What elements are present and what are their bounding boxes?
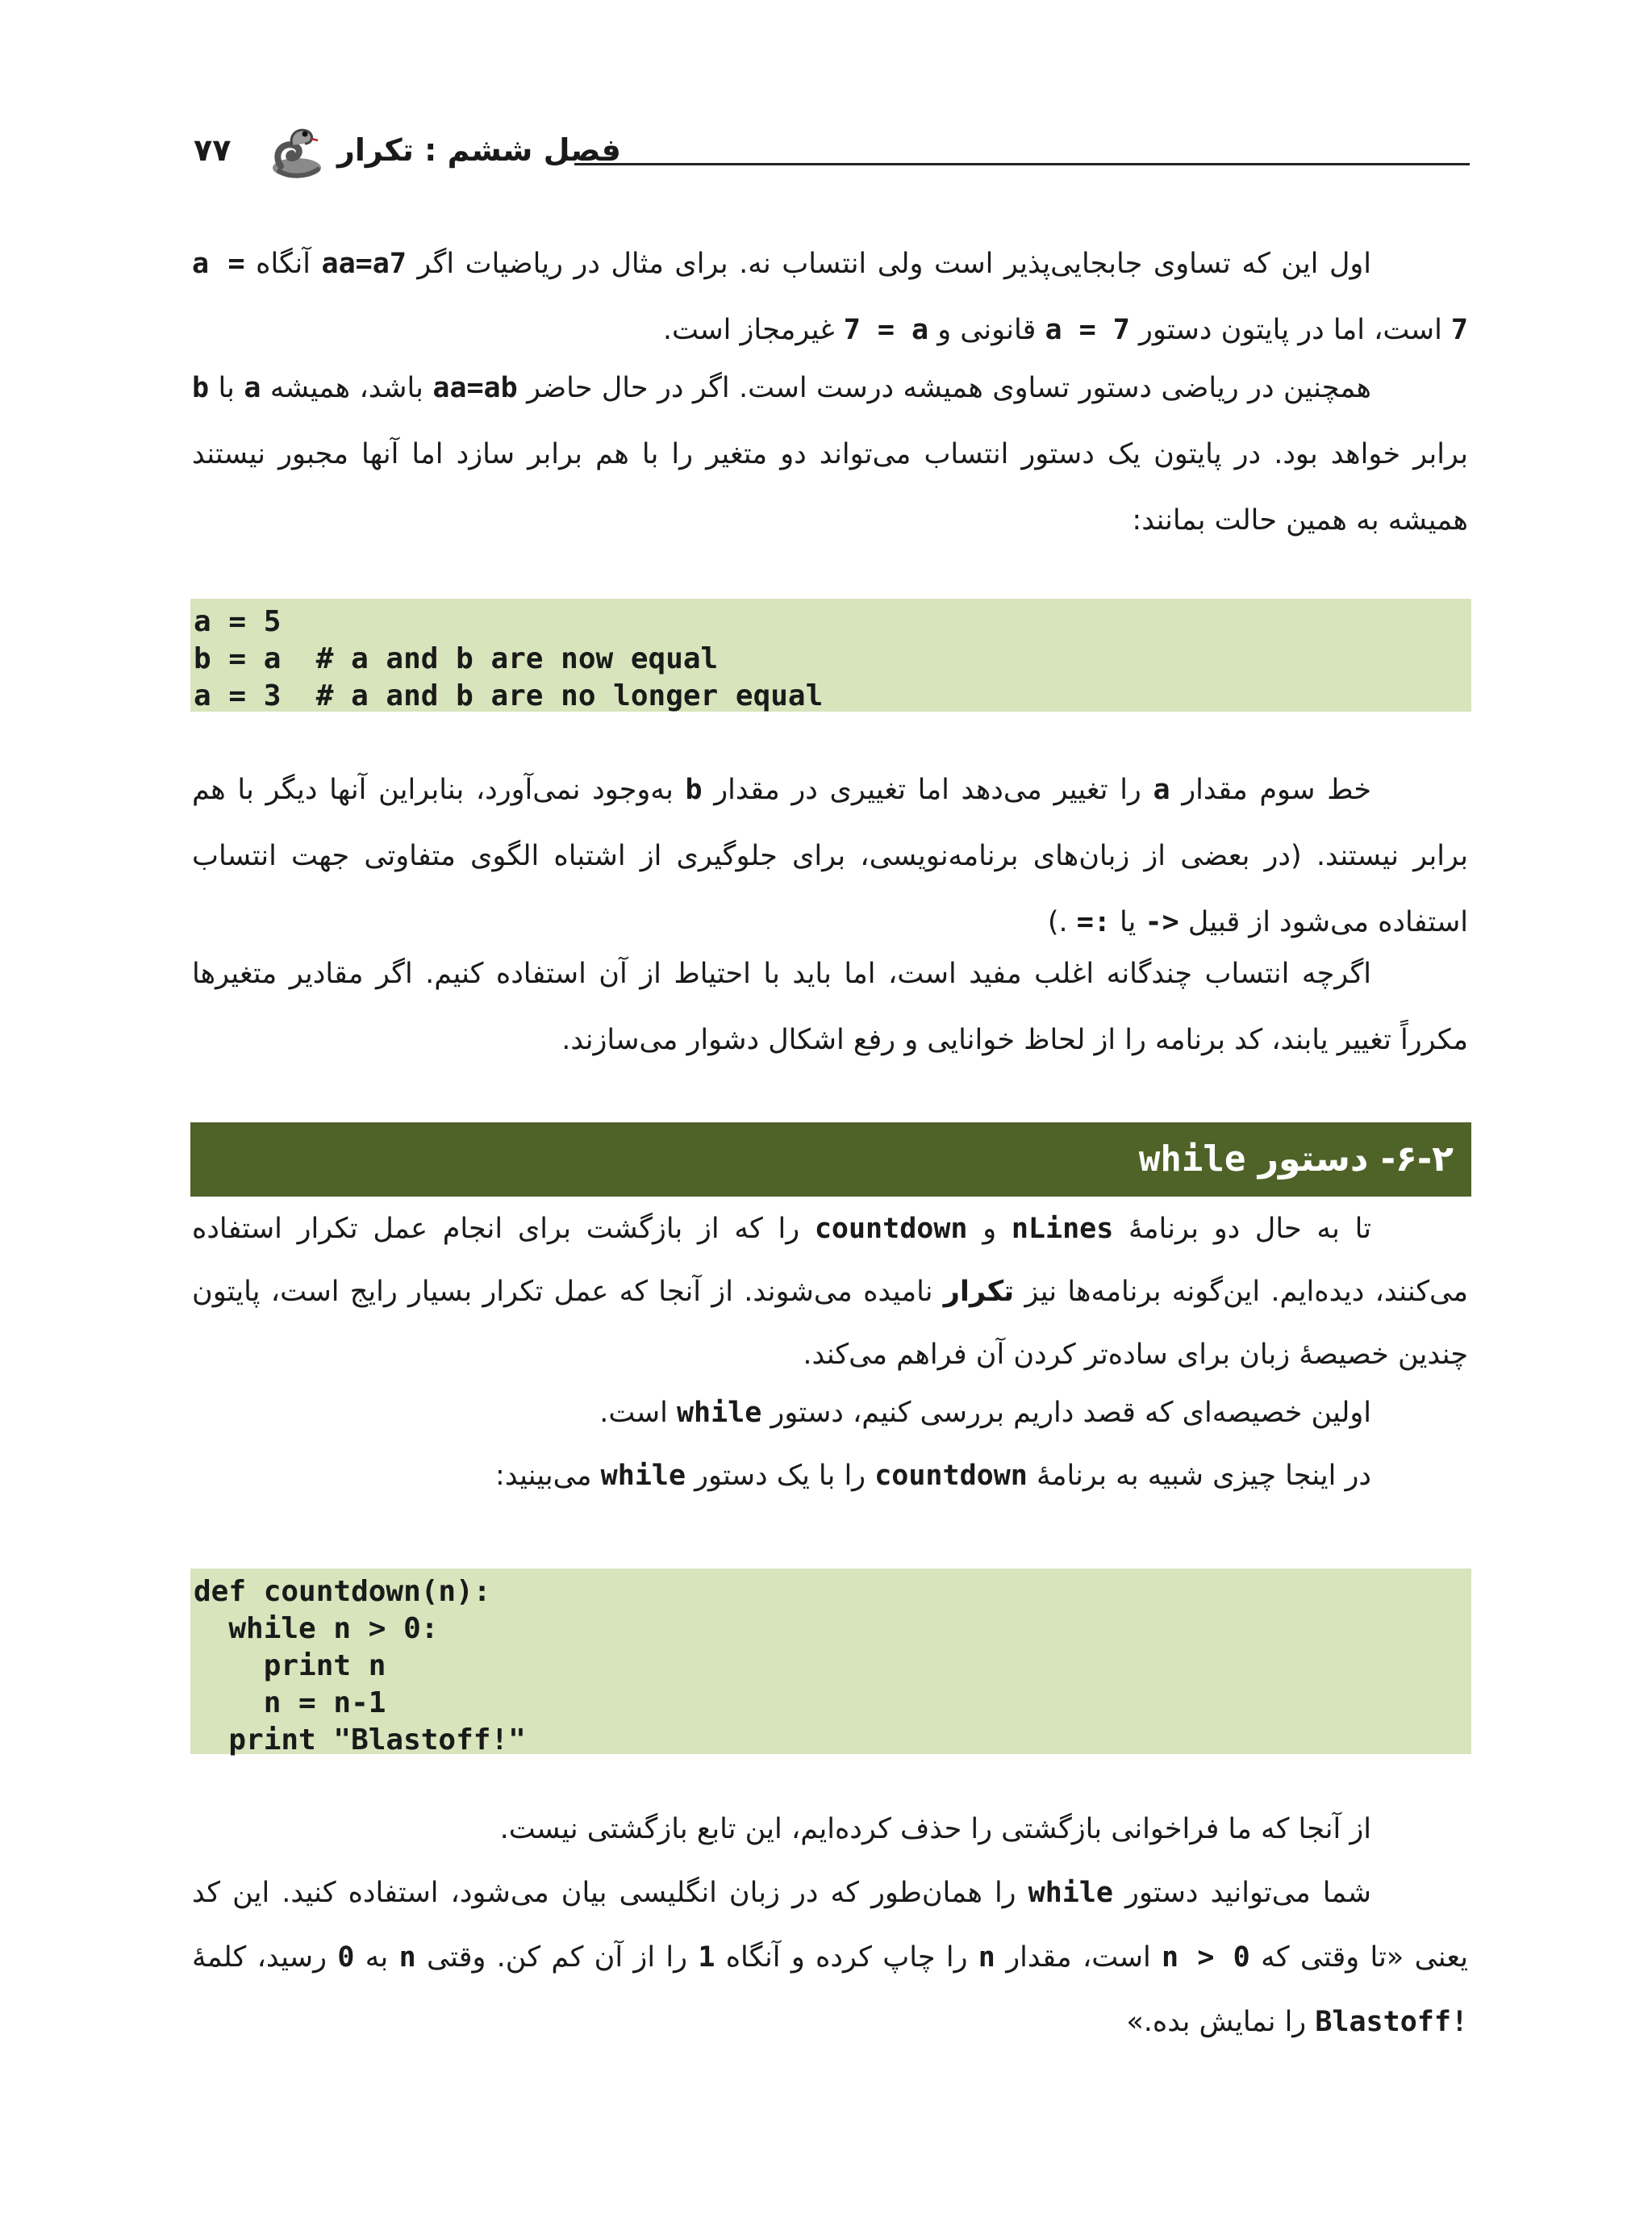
text-span: برابر خواهد بود. در پایتون یک دستور انتساب می‌تواند دو متغیر را با هم برابر سازد اما آنها مجبور نیستند همیشه به همین حالت بمانند:: [192, 438, 1468, 537]
running-header: [187, 121, 1470, 186]
code-line: b = a # a and b are now equal: [194, 642, 719, 675]
text-span: را تغییر می‌دهد اما تغییری در مقدار: [702, 774, 1153, 806]
code-line: n = n-1: [194, 1686, 386, 1719]
paragraph-9: [192, 1861, 1468, 2054]
text-span: تا به حال دو برنامهٔ: [1113, 1213, 1372, 1245]
text-span: غیرمجاز است.: [662, 314, 844, 346]
text-span: رسید، کلمهٔ: [192, 1941, 338, 1974]
inline-code: nLines: [1011, 1213, 1114, 1245]
code-line: a = 5: [194, 605, 282, 638]
paragraph-8: [192, 1798, 1468, 1861]
text-span: در اینجا چیزی شبیه به برنامهٔ: [1027, 1460, 1371, 1492]
text-span: به: [354, 1941, 399, 1974]
inline-code: b: [192, 372, 210, 404]
text-span: را همان‌طور که در زبان انگلیسی بیان می‌شود، استفاده کنید. این کد یعنی «تا وقتی که: [192, 1877, 1468, 1974]
text-span: با: [209, 372, 244, 404]
inline-code: aa=ab: [432, 372, 518, 404]
text-span: نامیده می‌شوند. از آنجا که عمل تکرار بسیار رایج است، پایتون چندین خصیصهٔ زبان برای ساده‌تر کردن آن فراهم می‌کند.: [192, 1276, 1468, 1371]
inline-code: n: [978, 1941, 995, 1974]
inline-code: =:: [1076, 906, 1111, 938]
bold-term: تکرار: [943, 1276, 1015, 1308]
section-title: [1139, 1138, 1454, 1180]
paragraph-2: [192, 355, 1468, 554]
paragraph-4: [192, 941, 1468, 1073]
paragraph-5: [192, 1197, 1468, 1386]
inline-code: a: [1153, 774, 1170, 806]
inline-code: n: [398, 1941, 416, 1974]
code-line: def countdown(n):: [194, 1575, 491, 1608]
code-block-countdown: [190, 1569, 1471, 1757]
section-heading: [190, 1122, 1471, 1197]
section-title-code: while: [1138, 1138, 1246, 1180]
inline-code: while: [600, 1460, 686, 1492]
inline-code: n > 0: [1162, 1941, 1250, 1974]
code-line: while n > 0:: [194, 1612, 439, 1645]
section-number: ۶-۲-: [1380, 1138, 1454, 1180]
inline-code: b: [685, 774, 703, 806]
text-span: شما می‌توانید دستور: [1113, 1877, 1371, 1909]
inline-code: 1: [698, 1941, 715, 1974]
inline-code: aa=a7: [321, 248, 407, 280]
text-span: و: [967, 1213, 1012, 1245]
inline-code: 7 = a: [843, 314, 929, 346]
text-span: همچنین در ریاضی دستور تساوی همیشه درست است. اگر در حال حاضر: [517, 372, 1372, 404]
inline-code: a = 7: [192, 248, 1468, 346]
text-span: است.: [599, 1397, 677, 1429]
header-rule: [574, 163, 1470, 165]
text-span: یا: [1110, 906, 1145, 938]
text-span: است، اما در پایتون دستور: [1129, 314, 1451, 346]
inline-code: countdown: [874, 1460, 1028, 1492]
paragraph-7: [192, 1444, 1468, 1507]
text-span: .): [1047, 906, 1077, 938]
text-span: قانونی و: [928, 314, 1045, 346]
paragraph-6: [192, 1381, 1468, 1444]
text-span: است، مقدار: [995, 1941, 1162, 1974]
text-span: آنگاه: [244, 248, 322, 280]
python-mascot-icon: [265, 121, 329, 186]
inline-code: ->: [1145, 906, 1179, 938]
text-span: را با یک دستور: [686, 1460, 875, 1492]
chapter-title: فصل ششم : تکرار: [337, 132, 621, 168]
inline-code: countdown: [814, 1213, 968, 1245]
text-span: اول این که تساوی جابجایی‌پذیر است ولی انتساب نه. برای مثال در ریاضیات اگر: [406, 248, 1372, 280]
inline-code: while: [1028, 1877, 1113, 1909]
code-line: print "Blastoff!": [194, 1723, 526, 1757]
section-title-text: دستور: [1245, 1138, 1381, 1180]
page-number: ۷۷: [194, 132, 232, 168]
paragraph-1: [192, 231, 1468, 363]
text-span: به‌وجود نمی‌آورد، بنابراین آنها دیگر با هم برابر نیستند. (در بعضی از زبان‌های برنامه‌نویسی، برای جلوگیری از اشتباه الگوی متفاوتی جهت انتساب استفاده می‌شود از قبیل: [192, 774, 1468, 938]
text-span: را نمایش بده.»: [1126, 2006, 1316, 2038]
text-span: باشد، همیشه: [261, 372, 433, 404]
inline-code: a = 7: [1045, 314, 1130, 346]
text-span: می‌بینید:: [495, 1460, 601, 1492]
inline-code: Blastoff!: [1315, 2006, 1468, 2038]
code-line: a = 3 # a and b are no longer equal: [194, 679, 824, 712]
text-span: از آنجا که ما فراخوانی بازگشتی را حذف کرده‌ایم، این تابع بازگشتی نیست.: [499, 1813, 1371, 1845]
inline-code: while: [676, 1397, 762, 1429]
text-span: اولین خصیصه‌ای که قصد داریم بررسی کنیم، دستور: [761, 1397, 1371, 1429]
text-span: خط سوم مقدار: [1170, 774, 1371, 806]
text-span: را از آن کم کن. وقتی: [415, 1941, 699, 1974]
text-span: را چاپ کرده و آنگاه: [715, 1941, 978, 1974]
inline-code: a: [244, 372, 261, 404]
code-line: print n: [194, 1649, 386, 1682]
inline-code: 0: [337, 1941, 355, 1974]
text-span: را که از بازگشت برای انجام عمل تکرار استفاده می‌کنند، دیده‌ایم. این‌گونه برنامه‌ها نیز: [192, 1213, 1468, 1308]
paragraph-3: [192, 757, 1468, 955]
code-block-assignment: [190, 599, 1471, 712]
text-span: اگرچه انتساب چندگانه اغلب مفید است، اما باید با احتیاط از آن استفاده کنیم. اگر مقادیر متغیرها مکرراً تغییر یابند، کد برنامه را از لحاظ خوانایی و رفع اشکال دشوار می‌سازند.: [192, 958, 1468, 1056]
